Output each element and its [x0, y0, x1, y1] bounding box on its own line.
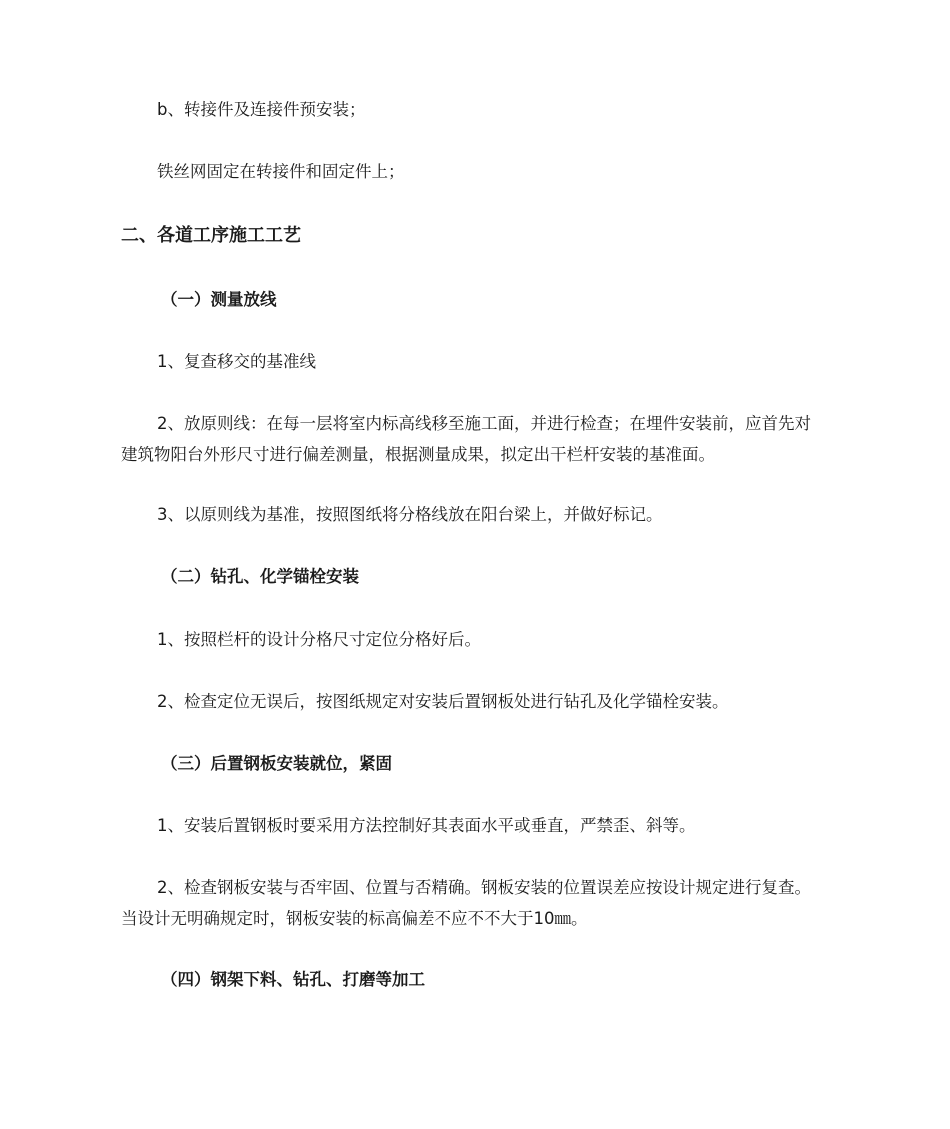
paragraph-plate-level: 1、安装后置钢板时要采用方法控制好其表面水平或垂直，严禁歪、斜等。: [157, 816, 696, 835]
subheading-drilling-anchor: （二）钻孔、化学锚栓安装: [161, 567, 359, 586]
paragraph-grid-line: 3、以原则线为基准，按照图纸将分格线放在阳台梁上，并做好标记。: [157, 505, 663, 524]
subheading-survey-layout: （一）测量放线: [161, 290, 277, 309]
paragraph-plate-check: 2、检查钢板安装与否牢固、位置与否精确。钢板安装的位置误差应按设计规定进行复查。当设计无明确规定时，钢板安装的标高偏差不应不不大于10㎜。: [121, 878, 811, 928]
paragraph-transfer-parts: b、转接件及连接件预安装；: [157, 100, 366, 119]
paragraph-grid-positioning: 1、按照栏杆的设计分格尺寸定位分格好后。: [157, 630, 481, 649]
subheading-steel-frame-processing: （四）钢架下料、钻孔、打磨等加工: [161, 970, 425, 989]
paragraph-wire-mesh: 铁丝网固定在转接件和固定件上；: [157, 162, 405, 181]
subheading-steel-plate-install: （三）后置钢板安装就位，紧固: [161, 754, 392, 773]
paragraph-check-baseline: 1、复查移交的基准线: [157, 352, 316, 371]
paragraph-principle-line: 2、放原则线：在每一层将室内标高线移至施工面，并进行检查；在埋件安装前，应首先对建筑物阳台外形尺寸进行偏差测量，根据测量成果，拟定出干栏杆安装的基准面。: [121, 414, 811, 464]
section-heading-construction-process: 二、各道工序施工工艺: [121, 225, 301, 246]
paragraph-drilling: 2、检查定位无误后，按图纸规定对安装后置钢板处进行钻孔及化学锚栓安装。: [157, 692, 729, 711]
